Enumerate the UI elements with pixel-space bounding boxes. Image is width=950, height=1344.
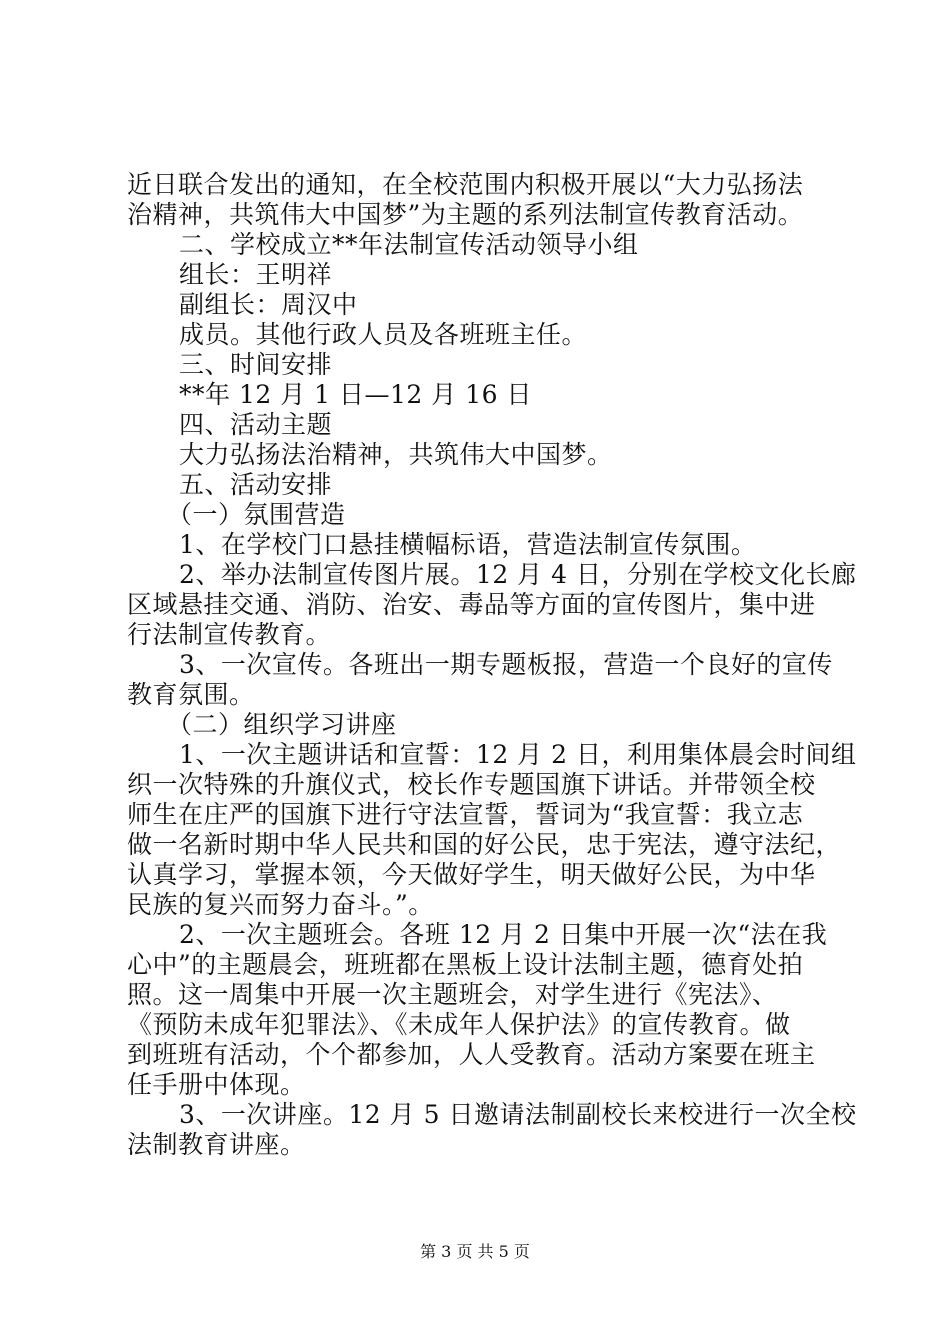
subsection-heading: （一）氛围营造 [167, 500, 346, 529]
paragraph-line: 组长：王明祥 [179, 260, 333, 289]
paragraph-line: 师生在庄严的国旗下进行守法宣誓，誓词为“我宣誓：我立志 [127, 800, 804, 829]
paragraph-line: 治精神，共筑伟大中国梦”为主题的系列法制宣传教育活动。 [127, 200, 804, 229]
paragraph-line: 副组长：周汉中 [179, 290, 358, 319]
paragraph-line: 心中”的主题晨会，班班都在黑板上设计法制主题，德育处拍 [127, 950, 804, 979]
paragraph-line: 近日联合发出的通知，在全校范围内积极开展以“大力弘扬法 [127, 170, 804, 199]
paragraph-line: 1、一次主题讲话和宣誓：12 月 2 日，利用集体晨会时间组 [179, 740, 857, 769]
paragraph-line: 2、一次主题班会。各班 12 月 2 日集中开展一次“法在我 [179, 920, 828, 949]
paragraph-line: 织一次特殊的升旗仪式，校长作专题国旗下讲话。并带领全校 [127, 770, 816, 799]
paragraph-line: 1、在学校门口悬挂横幅标语，营造法制宣传氛围。 [179, 530, 757, 559]
document-body [127, 170, 857, 1160]
page-number-footer: 第 3 页 共 5 页 [420, 1242, 530, 1261]
section-heading: 五、活动安排 [179, 470, 333, 499]
paragraph-line: 教育氛围。 [127, 680, 255, 709]
paragraph-line: 2、举办法制宣传图片展。12 月 4 日，分别在学校文化长廊 [179, 560, 857, 589]
paragraph-line: **年 12 月 1 日—12 月 16 日 [179, 380, 532, 409]
paragraph-line: 民族的复兴而努力奋斗。”。 [127, 890, 434, 919]
paragraph-line: 做一名新时期中华人民共和国的好公民，忠于宪法，遵守法纪， [127, 830, 842, 859]
section-heading: 三、时间安排 [179, 350, 333, 379]
section-heading: 四、活动主题 [179, 410, 333, 439]
paragraph-line: 3、一次讲座。12 月 5 日邀请法制副校长来校进行一次全校 [179, 1100, 857, 1129]
paragraph-line: 认真学习，掌握本领，今天做好学生，明天做好公民，为中华 [127, 860, 816, 889]
paragraph-line: 照。这一周集中开展一次主题班会，对学生进行《宪法》、 [127, 980, 778, 1009]
paragraph-line: 行法制宣传教育。 [127, 620, 332, 649]
paragraph-line: 3、一次宣传。各班出一期专题板报，营造一个良好的宣传 [179, 650, 833, 679]
paragraph-line: 到班班有活动，个个都参加，人人受教育。活动方案要在班主 [127, 1040, 816, 1069]
subsection-heading: （二）组织学习讲座 [167, 710, 397, 739]
paragraph-line: 区域悬挂交通、消防、治安、毒品等方面的宣传图片，集中进 [127, 590, 816, 619]
paragraph-line: 《预防未成年犯罪法》、《未成年人保护法》的宣传教育。做 [127, 1010, 791, 1039]
section-heading: 二、学校成立**年法制宣传活动领导小组 [179, 230, 639, 259]
paragraph-line: 任手册中体现。 [127, 1070, 306, 1099]
paragraph-line: 成员。其他行政人员及各班班主任。 [179, 320, 588, 349]
paragraph-line: 大力弘扬法治精神，共筑伟大中国梦。 [179, 440, 613, 469]
paragraph-line: 法制教育讲座。 [127, 1130, 306, 1159]
